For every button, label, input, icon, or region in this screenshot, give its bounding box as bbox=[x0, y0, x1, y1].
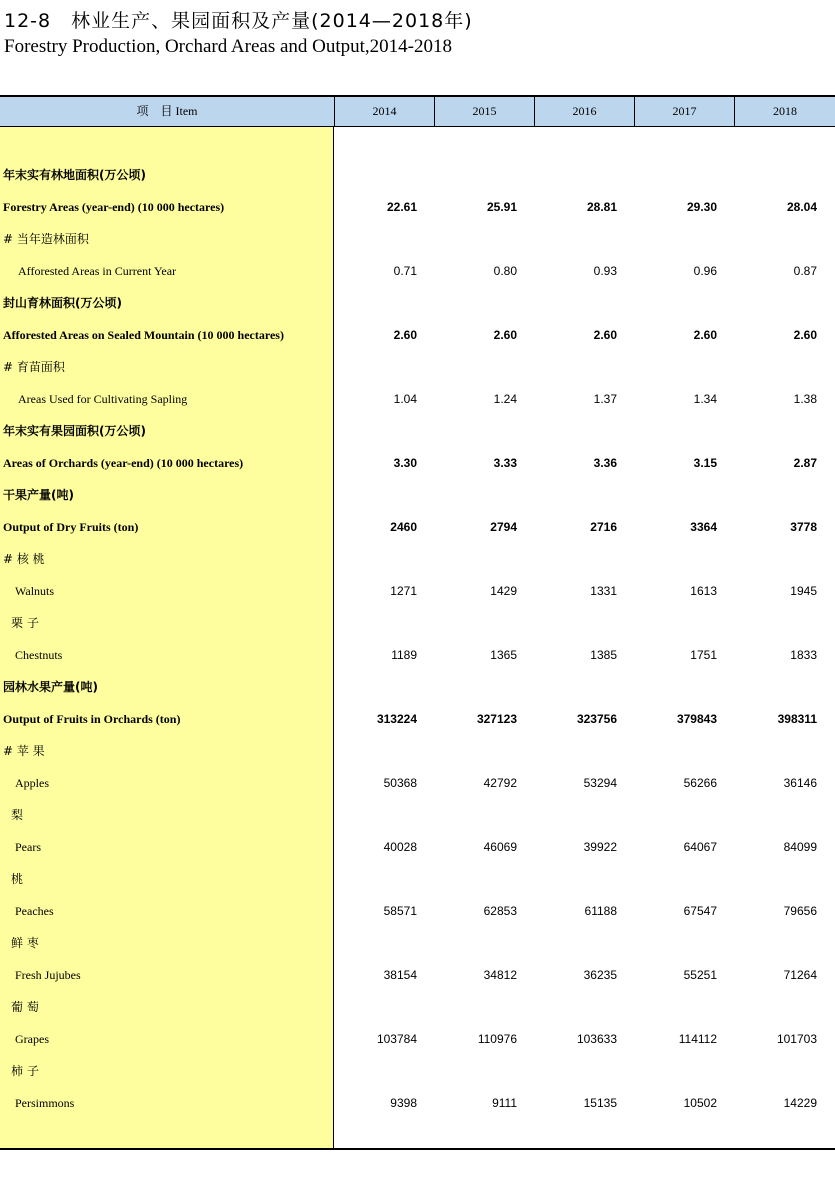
cell-value-2018: 101703 bbox=[776, 1032, 817, 1046]
cell-value-2016: 1385 bbox=[590, 648, 617, 662]
table-row bbox=[0, 959, 835, 991]
table-row-heading bbox=[0, 287, 835, 319]
cell-value-2014: 2.60 bbox=[393, 328, 417, 342]
header-year-2016: 2016 bbox=[534, 97, 634, 126]
row-label: 栗 子 bbox=[11, 616, 39, 630]
row-label: Pears bbox=[15, 840, 41, 854]
row-label: 封山育林面积(万公顷) bbox=[3, 296, 122, 310]
row-label: 鲜 枣 bbox=[11, 936, 39, 950]
cell-value-2016: 61188 bbox=[584, 904, 617, 918]
cell-value-2018: 398311 bbox=[777, 712, 817, 726]
row-label: 干果产量(吨) bbox=[3, 488, 74, 502]
cell-value-2017: 29.30 bbox=[686, 200, 717, 214]
cell-value-2014: 1189 bbox=[391, 648, 417, 662]
table-row bbox=[0, 255, 835, 287]
table-row-heading bbox=[0, 799, 835, 831]
cell-value-2014: 38154 bbox=[383, 968, 417, 982]
cell-value-2015: 1365 bbox=[490, 648, 517, 662]
row-label: Peaches bbox=[15, 904, 54, 918]
cell-value-2016: 39922 bbox=[583, 840, 617, 854]
table-row bbox=[0, 895, 835, 927]
cell-value-2014: 22.61 bbox=[386, 200, 417, 214]
cell-value-2018: 84099 bbox=[783, 840, 817, 854]
cell-value-2017: 64067 bbox=[683, 840, 717, 854]
cell-value-2015: 46069 bbox=[483, 840, 517, 854]
cell-value-2015: 2.60 bbox=[493, 328, 517, 342]
table-row bbox=[0, 575, 835, 607]
cell-value-2014: 103784 bbox=[376, 1032, 417, 1046]
cell-value-2016: 36235 bbox=[583, 968, 617, 982]
cell-value-2015: 2794 bbox=[490, 520, 517, 534]
statistics-table bbox=[0, 95, 835, 1149]
cell-value-2018: 79656 bbox=[783, 904, 817, 918]
table-row-heading bbox=[0, 863, 835, 895]
table-row bbox=[0, 447, 835, 479]
cell-value-2014: 0.71 bbox=[393, 264, 417, 278]
table-row bbox=[0, 191, 835, 223]
table-row bbox=[0, 767, 835, 799]
table-row-heading bbox=[0, 1055, 835, 1087]
row-label: Chestnuts bbox=[15, 648, 63, 662]
cell-value-2015: 9111 bbox=[492, 1096, 517, 1110]
row-label: Grapes bbox=[15, 1032, 49, 1046]
table-row-heading bbox=[0, 223, 835, 255]
row-label: Afforested Areas on Sealed Mountain (10 000 hectares) bbox=[3, 328, 284, 342]
table-row-heading bbox=[0, 159, 835, 191]
row-label: Output of Dry Fruits (ton) bbox=[3, 520, 139, 534]
row-label: Areas of Orchards (year-end) (10 000 hectares) bbox=[3, 456, 244, 470]
cell-value-2015: 62853 bbox=[483, 904, 517, 918]
cell-value-2014: 58571 bbox=[383, 904, 417, 918]
cell-value-2015: 327123 bbox=[476, 712, 517, 726]
row-label: Afforested Areas in Current Year bbox=[18, 264, 177, 278]
cell-value-2017: 379843 bbox=[676, 712, 717, 726]
cell-value-2014: 9398 bbox=[390, 1096, 417, 1110]
cell-value-2018: 28.04 bbox=[786, 200, 817, 214]
cell-value-2017: 3.15 bbox=[693, 456, 717, 470]
cell-value-2016: 15135 bbox=[583, 1096, 617, 1110]
row-label: 桃 bbox=[11, 872, 24, 886]
cell-value-2017: 1613 bbox=[690, 584, 717, 598]
row-label: # 核 桃 bbox=[3, 552, 45, 566]
table-row-heading bbox=[0, 671, 835, 703]
table-row-heading bbox=[0, 351, 835, 383]
table-row bbox=[0, 1087, 835, 1119]
cell-value-2015: 42792 bbox=[483, 776, 517, 790]
cell-value-2016: 53294 bbox=[583, 776, 617, 790]
cell-value-2016: 1.37 bbox=[593, 392, 617, 406]
cell-value-2016: 28.81 bbox=[586, 200, 617, 214]
cell-value-2018: 1.38 bbox=[793, 392, 817, 406]
table-header-row bbox=[0, 97, 835, 127]
table-row-heading bbox=[0, 543, 835, 575]
row-label: 梨 bbox=[11, 808, 24, 822]
cell-value-2014: 1271 bbox=[390, 584, 417, 598]
cell-value-2016: 2.60 bbox=[593, 328, 617, 342]
row-label: 园林水果产量(吨) bbox=[3, 680, 98, 694]
cell-value-2017: 1751 bbox=[690, 648, 717, 662]
table-bottom-rule bbox=[0, 1148, 835, 1150]
header-item: 项 目 Item bbox=[136, 104, 198, 118]
cell-value-2018: 2.87 bbox=[793, 456, 817, 470]
row-label: 年末实有果园面积(万公顷) bbox=[3, 424, 146, 438]
row-label: 年末实有林地面积(万公顷) bbox=[3, 168, 146, 182]
cell-value-2014: 3.30 bbox=[393, 456, 417, 470]
cell-value-2017: 2.60 bbox=[693, 328, 717, 342]
cell-value-2018: 71264 bbox=[783, 968, 817, 982]
table-title-chinese: 12-8 林业生产、果园面积及产量(2014—2018年) bbox=[4, 10, 473, 32]
row-label: Forestry Areas (year-end) (10 000 hectares) bbox=[3, 200, 225, 214]
cell-value-2015: 0.80 bbox=[493, 264, 517, 278]
table-row bbox=[0, 1023, 835, 1055]
cell-value-2015: 110976 bbox=[477, 1032, 517, 1046]
table-row bbox=[0, 511, 835, 543]
row-label: 柿 子 bbox=[11, 1064, 39, 1078]
cell-value-2018: 0.87 bbox=[793, 264, 817, 278]
cell-value-2016: 2716 bbox=[590, 520, 617, 534]
table-row bbox=[0, 383, 835, 415]
cell-value-2017: 3364 bbox=[690, 520, 717, 534]
cell-value-2015: 1429 bbox=[490, 584, 517, 598]
row-label: Apples bbox=[15, 776, 49, 790]
row-label: 葡 萄 bbox=[11, 1000, 39, 1014]
table-row-heading bbox=[0, 927, 835, 959]
header-year-2018: 2018 bbox=[734, 97, 835, 126]
row-label: # 当年造林面积 bbox=[3, 232, 89, 246]
cell-value-2017: 10502 bbox=[683, 1096, 717, 1110]
cell-value-2014: 50368 bbox=[383, 776, 417, 790]
table-row-heading bbox=[0, 479, 835, 511]
cell-value-2015: 25.91 bbox=[486, 200, 517, 214]
cell-value-2018: 36146 bbox=[783, 776, 817, 790]
cell-value-2018: 2.60 bbox=[793, 328, 817, 342]
cell-value-2016: 0.93 bbox=[593, 264, 617, 278]
cell-value-2016: 3.36 bbox=[593, 456, 617, 470]
cell-value-2018: 3778 bbox=[790, 520, 817, 534]
table-row bbox=[0, 831, 835, 863]
row-label: Areas Used for Cultivating Sapling bbox=[18, 392, 188, 406]
cell-value-2018: 1945 bbox=[790, 584, 817, 598]
cell-value-2014: 313224 bbox=[376, 712, 417, 726]
cell-value-2014: 1.04 bbox=[393, 392, 417, 406]
table-row bbox=[0, 319, 835, 351]
table-row bbox=[0, 639, 835, 671]
table-row bbox=[0, 703, 835, 735]
row-label: Persimmons bbox=[15, 1096, 75, 1110]
cell-value-2014: 2460 bbox=[390, 520, 417, 534]
cell-value-2016: 1331 bbox=[590, 584, 617, 598]
table-body bbox=[0, 127, 835, 1149]
table-row-heading bbox=[0, 991, 835, 1023]
header-year-2017: 2017 bbox=[634, 97, 734, 126]
cell-value-2016: 103633 bbox=[576, 1032, 617, 1046]
table-row-heading bbox=[0, 415, 835, 447]
cell-value-2014: 40028 bbox=[383, 840, 417, 854]
row-label: Output of Fruits in Orchards (ton) bbox=[3, 712, 181, 726]
cell-value-2017: 56266 bbox=[683, 776, 717, 790]
cell-value-2018: 14229 bbox=[783, 1096, 817, 1110]
header-year-2014: 2014 bbox=[334, 97, 434, 126]
cell-value-2017: 114112 bbox=[678, 1032, 717, 1046]
cell-value-2017: 0.96 bbox=[693, 264, 717, 278]
cell-value-2016: 323756 bbox=[576, 712, 617, 726]
table-row-heading bbox=[0, 735, 835, 767]
table-title-english: Forestry Production, Orchard Areas and Output,2014-2018 bbox=[4, 36, 453, 57]
row-label: Walnuts bbox=[15, 584, 55, 598]
cell-value-2017: 1.34 bbox=[693, 392, 717, 406]
header-year-2015: 2015 bbox=[434, 97, 534, 126]
table-row-heading bbox=[0, 607, 835, 639]
cell-value-2017: 67547 bbox=[683, 904, 717, 918]
cell-value-2018: 1833 bbox=[790, 648, 817, 662]
row-label: # 育苗面积 bbox=[3, 360, 65, 374]
cell-value-2015: 34812 bbox=[483, 968, 517, 982]
cell-value-2017: 55251 bbox=[683, 968, 717, 982]
cell-value-2015: 1.24 bbox=[493, 392, 517, 406]
row-label: Fresh Jujubes bbox=[15, 968, 81, 982]
row-label: # 苹 果 bbox=[3, 744, 45, 758]
cell-value-2015: 3.33 bbox=[493, 456, 517, 470]
